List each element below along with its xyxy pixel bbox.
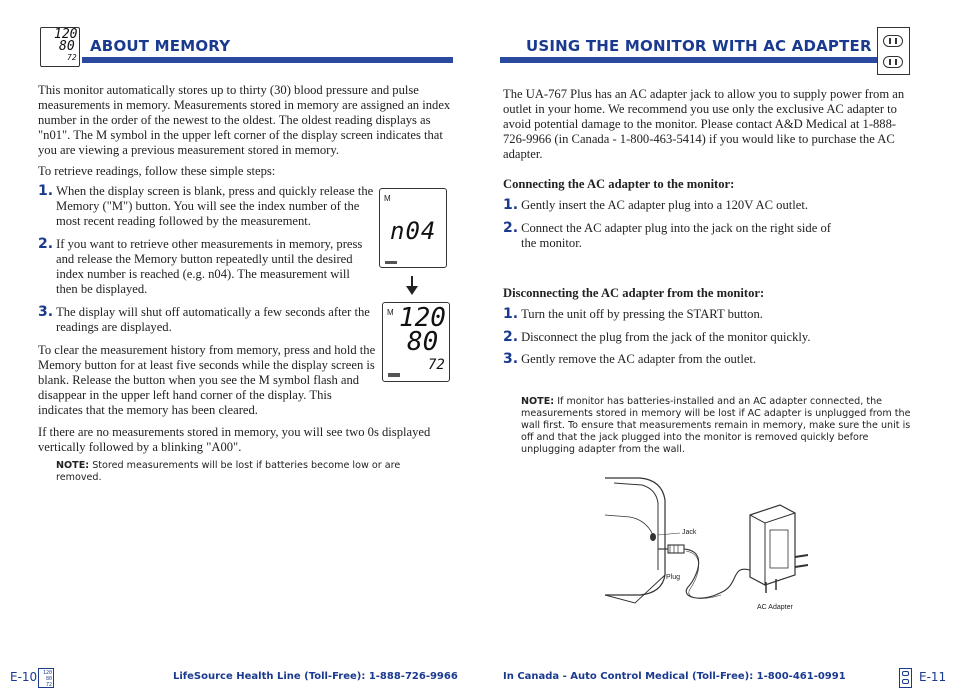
jack-label: Jack bbox=[682, 529, 697, 536]
about-memory-heading: ABOUT MEMORY bbox=[90, 37, 231, 55]
clear-memory-text: To clear the measurement history from memory, press and hold the Memory button for at least five seconds while the display screen is blank. Release the button when you see the M symbol flash and disappear in the upper left hand corner of the display. This indicates that the memory has been cleared. bbox=[38, 343, 376, 417]
page-number-right: E-11 bbox=[919, 670, 947, 684]
right-heading-rule bbox=[500, 57, 878, 63]
disconnect-title: Disconnecting the AC adapter from the monitor: bbox=[503, 286, 765, 300]
disconnect-step-2 bbox=[503, 330, 883, 345]
ac-adapter-label: AC Adapter bbox=[757, 604, 793, 611]
retrieve-instructions: To retrieve readings, follow these simple steps: bbox=[38, 164, 276, 178]
note-label: NOTE: bbox=[56, 460, 90, 471]
left-heading-rule bbox=[82, 57, 453, 63]
step-text: Gently insert the AC adapter plug into a 120V AC outlet. bbox=[521, 198, 808, 212]
footer-left: LifeSource Health Line (Toll-Free): 1-888-726-9966 bbox=[173, 671, 458, 682]
disconnect-step-1 bbox=[503, 307, 883, 322]
note-text: Stored measurements will be lost if batteries become low or are removed. bbox=[56, 460, 401, 483]
icon-dia: 80 bbox=[59, 39, 75, 54]
ac-adapter-diagram bbox=[600, 475, 820, 620]
diastolic-value: 80 bbox=[407, 327, 439, 357]
down-arrow-head bbox=[406, 286, 418, 295]
adapter-note bbox=[521, 396, 915, 456]
memory-intro: This monitor automatically stores up to thirty (30) blood pressure and pulse measurements in memory. Measurements stored in memory are assigned an index number in the order of the newest to the oldest. The oldest reading displays as "n01". The M symbol in the upper left corner of the display screen indicates that you are viewing a previous measurement stored in memory. bbox=[38, 83, 451, 157]
footer-lcd-icon bbox=[38, 668, 54, 688]
step-number: 3. bbox=[38, 304, 54, 320]
step-number: 2. bbox=[503, 220, 519, 236]
outlet-socket-top bbox=[883, 35, 903, 47]
step-number: 1. bbox=[503, 197, 519, 213]
battery-note bbox=[56, 460, 446, 484]
note-text: If monitor has batteries-installed and an AC adapter connected, the measurements stored in memory will be lost if AC adapter is unplugged from the wall first. To ensure that measurements remain in memory, make sure the unit is off and that the jack plugged into the monitor is removed quickly before unplugging adapter from the wall. bbox=[521, 396, 911, 455]
index-value: n04 bbox=[390, 217, 437, 245]
ac-intro: The UA-767 Plus has an AC adapter jack to allow you to supply power from an outlet in your home. We recommend you use only the exclusive AC adapter to avoid potential damage to the monitor. Please contact A&D Medical at 1-888-726-9966 (in Canada - 1-800-463-5414) if you would like to purchase the AC adapter. bbox=[503, 87, 905, 161]
ac-adapter-heading: USING THE MONITOR WITH AC ADAPTER bbox=[526, 37, 872, 55]
icon-pulse: 72 bbox=[67, 53, 77, 62]
battery-indicator bbox=[385, 261, 397, 264]
disconnect-step-3 bbox=[503, 352, 883, 367]
page-number-left: E-10 bbox=[10, 670, 38, 684]
memory-m-symbol: M bbox=[384, 194, 391, 203]
step-text: When the display screen is blank, press and quickly release the Memory ("M") button. You will see the index number of the most recent reading followed by the measurement. bbox=[56, 184, 374, 228]
footer-icon-pulse: 72 bbox=[45, 682, 52, 688]
empty-memory-text: If there are no measurements stored in memory, you will see two 0s displayed vertically followed by a blinking "A00". bbox=[38, 425, 431, 454]
step-text: If you want to retrieve other measurements in memory, press and release the Memory button repeatedly until the desired index number is reached (e.g. n04). The measurement will then be displayed. bbox=[56, 237, 363, 296]
battery-indicator bbox=[388, 373, 400, 377]
memory-step-2 bbox=[38, 237, 374, 297]
step-number: 1. bbox=[503, 306, 519, 322]
connect-step-2 bbox=[503, 221, 843, 251]
plug-label: Plug bbox=[666, 574, 681, 581]
lcd-display-index bbox=[379, 188, 447, 268]
icon-sys: 120 bbox=[54, 27, 78, 42]
memory-step-3 bbox=[38, 305, 374, 335]
step-text: Disconnect the plug from the jack of the monitor quickly. bbox=[521, 330, 811, 344]
systolic-value: 120 bbox=[399, 303, 446, 333]
step-text: The display will shut off automatically a few seconds after the readings are displayed. bbox=[56, 305, 370, 334]
step-text: Gently remove the AC adapter from the outlet. bbox=[521, 352, 757, 366]
footer-right: In Canada - Auto Control Medical (Toll-Free): 1-800-461-0991 bbox=[503, 671, 846, 682]
footer-icon-dia: 80 bbox=[45, 676, 52, 682]
footer-outlet-socket-top bbox=[902, 671, 909, 676]
outlet-socket-bottom bbox=[883, 56, 903, 68]
step-number: 3. bbox=[503, 351, 519, 367]
footer-outlet-icon bbox=[899, 668, 912, 688]
connect-step-1 bbox=[503, 198, 843, 213]
adapter-illustration bbox=[600, 475, 820, 620]
footer-outlet-socket-bottom bbox=[902, 679, 909, 684]
step-text: Turn the unit off by pressing the START button. bbox=[521, 307, 763, 321]
step-text: Connect the AC adapter plug into the jack on the right side of the monitor. bbox=[521, 221, 831, 250]
wall-outlet-icon bbox=[877, 27, 910, 75]
step-number: 1. bbox=[38, 183, 54, 199]
note-label: NOTE: bbox=[521, 396, 555, 407]
pulse-value: 72 bbox=[428, 357, 445, 373]
step-number: 2. bbox=[38, 236, 54, 252]
footer-icon-sys: 120 bbox=[42, 670, 52, 676]
lcd-display-reading bbox=[382, 302, 450, 382]
connect-title: Connecting the AC adapter to the monitor: bbox=[503, 177, 735, 191]
step-number: 2. bbox=[503, 329, 519, 345]
memory-m-symbol: M bbox=[387, 308, 394, 317]
memory-step-1 bbox=[38, 184, 374, 229]
lcd-icon-header bbox=[40, 27, 80, 67]
